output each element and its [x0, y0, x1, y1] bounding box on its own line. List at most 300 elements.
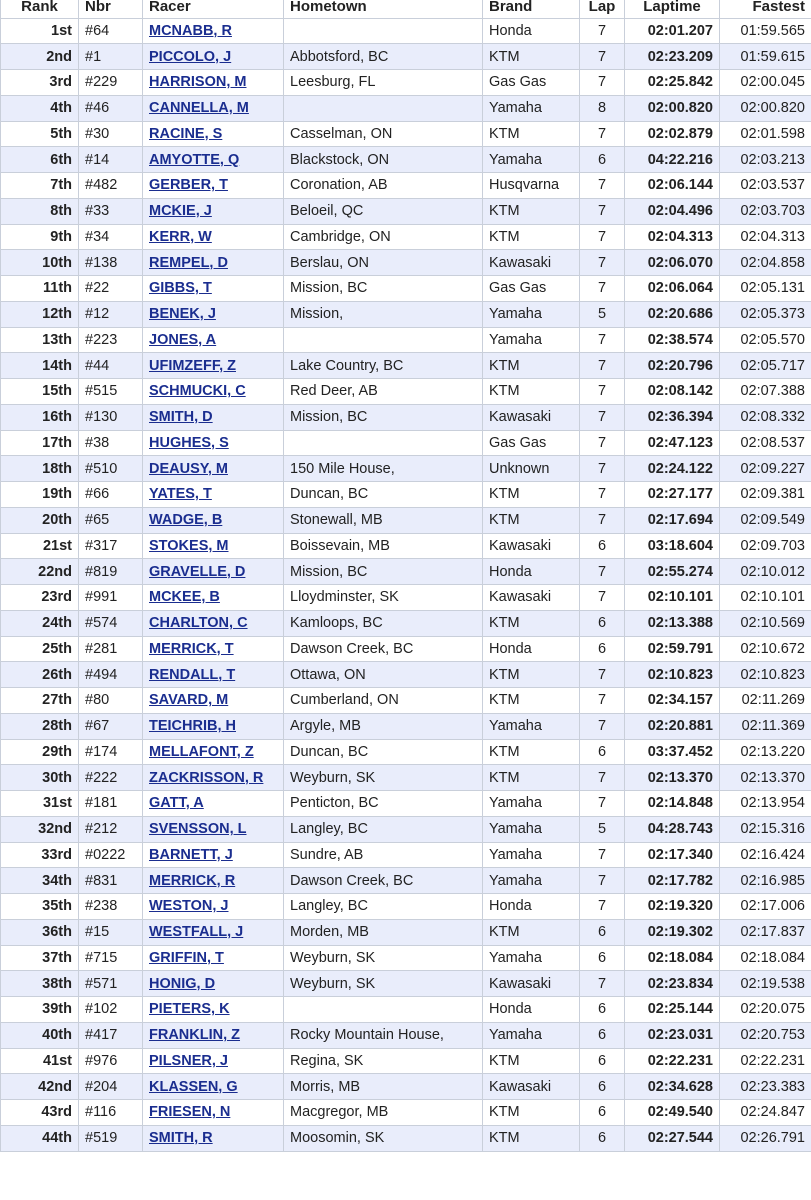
- cell-racer: [143, 1125, 284, 1151]
- cell-hometown: Moosomin, SK: [284, 1125, 483, 1151]
- cell-rank: 1st: [1, 18, 79, 44]
- cell-fastest: 02:10.672: [720, 636, 811, 662]
- cell-hometown: Berslau, ON: [284, 250, 483, 276]
- cell-lap: 7: [580, 662, 625, 688]
- cell-hometown: Langley, BC: [284, 816, 483, 842]
- cell-nbr: #14: [79, 147, 143, 173]
- cell-hometown: Sundre, AB: [284, 842, 483, 868]
- cell-brand: KTM: [483, 482, 580, 508]
- racer-link[interactable]: BENEK, J: [149, 306, 216, 323]
- table-row: [1, 95, 811, 121]
- cell-racer: [143, 198, 284, 224]
- cell-hometown: Blackstock, ON: [284, 147, 483, 173]
- table-row: [1, 559, 811, 585]
- cell-nbr: #281: [79, 636, 143, 662]
- racer-link[interactable]: DEAUSY, M: [149, 460, 228, 477]
- cell-racer: [143, 533, 284, 559]
- cell-laptime: 02:23.209: [625, 44, 720, 70]
- racer-link[interactable]: MERRICK, T: [149, 640, 234, 657]
- cell-nbr: #229: [79, 70, 143, 96]
- racer-link[interactable]: MERRICK, R: [149, 872, 236, 889]
- cell-nbr: #515: [79, 379, 143, 405]
- cell-laptime: 04:22.216: [625, 147, 720, 173]
- table-row: [1, 327, 811, 353]
- cell-nbr: #64: [79, 18, 143, 44]
- cell-hometown: Mission, BC: [284, 404, 483, 430]
- cell-hometown: Beloeil, QC: [284, 198, 483, 224]
- cell-rank: 29th: [1, 739, 79, 765]
- racer-link[interactable]: GRAVELLE, D: [149, 563, 246, 580]
- cell-hometown: Stonewall, MB: [284, 507, 483, 533]
- cell-lap: 5: [580, 816, 625, 842]
- cell-fastest: 02:04.313: [720, 224, 811, 250]
- cell-racer: [143, 379, 284, 405]
- cell-laptime: 02:04.496: [625, 198, 720, 224]
- table-row: [1, 353, 811, 379]
- racer-link[interactable]: GERBER, T: [149, 177, 228, 194]
- racer-link[interactable]: SMITH, D: [149, 409, 213, 426]
- cell-racer: [143, 765, 284, 791]
- cell-nbr: #222: [79, 765, 143, 791]
- cell-laptime: 02:59.791: [625, 636, 720, 662]
- header-racer[interactable]: Racer: [143, 0, 284, 18]
- cell-fastest: 02:05.717: [720, 353, 811, 379]
- cell-laptime: 02:23.834: [625, 971, 720, 997]
- table-row: [1, 1022, 811, 1048]
- cell-brand: KTM: [483, 688, 580, 714]
- header-fastest[interactable]: Fastest: [720, 0, 811, 18]
- header-rank[interactable]: Rank: [1, 0, 79, 18]
- cell-laptime: 03:37.452: [625, 739, 720, 765]
- cell-laptime: 02:38.574: [625, 327, 720, 353]
- cell-rank: 40th: [1, 1022, 79, 1048]
- cell-rank: 5th: [1, 121, 79, 147]
- cell-hometown: Mission, BC: [284, 559, 483, 585]
- cell-nbr: #34: [79, 224, 143, 250]
- cell-racer: [143, 1100, 284, 1126]
- cell-lap: 7: [580, 379, 625, 405]
- cell-brand: Kawasaki: [483, 250, 580, 276]
- cell-laptime: 02:27.177: [625, 482, 720, 508]
- header-lap[interactable]: Lap: [580, 0, 625, 18]
- cell-brand: Kawasaki: [483, 1074, 580, 1100]
- cell-lap: 7: [580, 250, 625, 276]
- table-row: [1, 147, 811, 173]
- cell-rank: 26th: [1, 662, 79, 688]
- racer-link[interactable]: MCNABB, R: [149, 22, 232, 39]
- cell-laptime: 02:25.144: [625, 997, 720, 1023]
- racer-link[interactable]: BARNETT, J: [149, 846, 233, 863]
- cell-lap: 7: [580, 353, 625, 379]
- cell-nbr: #571: [79, 971, 143, 997]
- racer-link[interactable]: HARRISON, M: [149, 74, 247, 91]
- racer-link[interactable]: RENDALL, T: [149, 666, 236, 683]
- cell-fastest: 02:03.703: [720, 198, 811, 224]
- header-hometown[interactable]: Hometown: [284, 0, 483, 18]
- cell-nbr: #44: [79, 353, 143, 379]
- cell-rank: 13th: [1, 327, 79, 353]
- cell-lap: 7: [580, 456, 625, 482]
- cell-laptime: 02:24.122: [625, 456, 720, 482]
- cell-fastest: 02:26.791: [720, 1125, 811, 1151]
- cell-fastest: 02:03.537: [720, 173, 811, 199]
- cell-racer: [143, 559, 284, 585]
- cell-nbr: #65: [79, 507, 143, 533]
- racer-link[interactable]: GATT, A: [149, 795, 204, 812]
- table-row: [1, 636, 811, 662]
- cell-laptime: 02:25.842: [625, 70, 720, 96]
- cell-lap: 6: [580, 1100, 625, 1126]
- racer-link[interactable]: SMITH, R: [149, 1130, 213, 1147]
- cell-fastest: 02:08.332: [720, 404, 811, 430]
- racer-link[interactable]: PICCOLO, J: [149, 48, 232, 65]
- cell-nbr: #238: [79, 894, 143, 920]
- table-row: [1, 1100, 811, 1126]
- cell-fastest: 02:15.316: [720, 816, 811, 842]
- cell-racer: [143, 327, 284, 353]
- cell-rank: 3rd: [1, 70, 79, 96]
- cell-fastest: 01:59.565: [720, 18, 811, 44]
- cell-rank: 23rd: [1, 585, 79, 611]
- cell-nbr: #574: [79, 610, 143, 636]
- cell-laptime: 02:27.544: [625, 1125, 720, 1151]
- cell-brand: Honda: [483, 894, 580, 920]
- cell-rank: 38th: [1, 971, 79, 997]
- cell-racer: [143, 842, 284, 868]
- cell-rank: 34th: [1, 868, 79, 894]
- racer-link[interactable]: HUGHES, S: [149, 434, 229, 451]
- cell-rank: 17th: [1, 430, 79, 456]
- cell-nbr: #138: [79, 250, 143, 276]
- cell-racer: [143, 610, 284, 636]
- cell-nbr: #976: [79, 1048, 143, 1074]
- cell-nbr: #33: [79, 198, 143, 224]
- cell-hometown: Duncan, BC: [284, 482, 483, 508]
- cell-lap: 6: [580, 147, 625, 173]
- cell-brand: KTM: [483, 507, 580, 533]
- cell-racer: [143, 791, 284, 817]
- cell-hometown: Weyburn, SK: [284, 765, 483, 791]
- cell-laptime: 02:00.820: [625, 95, 720, 121]
- cell-rank: 30th: [1, 765, 79, 791]
- racer-link[interactable]: TEICHRIB, H: [149, 718, 236, 735]
- header-row: [1, 0, 811, 18]
- cell-rank: 7th: [1, 173, 79, 199]
- racer-link[interactable]: WESTFALL, J: [149, 924, 244, 941]
- cell-brand: Yamaha: [483, 842, 580, 868]
- cell-racer: [143, 894, 284, 920]
- header-nbr[interactable]: Nbr: [79, 0, 143, 18]
- cell-nbr: #1: [79, 44, 143, 70]
- cell-nbr: #223: [79, 327, 143, 353]
- cell-nbr: #715: [79, 945, 143, 971]
- cell-rank: 43rd: [1, 1100, 79, 1126]
- table-row: [1, 585, 811, 611]
- cell-lap: 7: [580, 791, 625, 817]
- table-row: [1, 1074, 811, 1100]
- cell-hometown: Penticton, BC: [284, 791, 483, 817]
- racer-link[interactable]: WESTON, J: [149, 898, 229, 915]
- cell-rank: 41st: [1, 1048, 79, 1074]
- cell-rank: 42nd: [1, 1074, 79, 1100]
- cell-nbr: #38: [79, 430, 143, 456]
- table-row: [1, 842, 811, 868]
- cell-nbr: #482: [79, 173, 143, 199]
- table-row: [1, 662, 811, 688]
- cell-brand: Yamaha: [483, 945, 580, 971]
- racer-link[interactable]: SAVARD, M: [149, 692, 229, 709]
- results-body: [1, 18, 811, 1151]
- racer-link[interactable]: MELLAFONT, Z: [149, 743, 254, 760]
- cell-rank: 12th: [1, 301, 79, 327]
- cell-fastest: 02:13.220: [720, 739, 811, 765]
- cell-lap: 8: [580, 95, 625, 121]
- cell-rank: 10th: [1, 250, 79, 276]
- cell-brand: KTM: [483, 919, 580, 945]
- racer-link[interactable]: REMPEL, D: [149, 254, 228, 271]
- racer-link[interactable]: PIETERS, K: [149, 1001, 230, 1018]
- racer-link[interactable]: JONES, A: [149, 331, 217, 348]
- racer-link[interactable]: CHARLTON, C: [149, 615, 248, 632]
- cell-laptime: 02:55.274: [625, 559, 720, 585]
- cell-lap: 7: [580, 559, 625, 585]
- cell-brand: KTM: [483, 121, 580, 147]
- cell-laptime: 02:10.101: [625, 585, 720, 611]
- cell-rank: 24th: [1, 610, 79, 636]
- cell-lap: 7: [580, 404, 625, 430]
- table-row: [1, 610, 811, 636]
- cell-racer: [143, 18, 284, 44]
- cell-laptime: 02:20.686: [625, 301, 720, 327]
- header-brand[interactable]: Brand: [483, 0, 580, 18]
- cell-hometown: Mission, BC: [284, 276, 483, 302]
- cell-nbr: #0222: [79, 842, 143, 868]
- cell-nbr: #116: [79, 1100, 143, 1126]
- cell-nbr: #30: [79, 121, 143, 147]
- racer-link[interactable]: ZACKRISSON, R: [149, 769, 264, 786]
- cell-nbr: #991: [79, 585, 143, 611]
- cell-brand: Yamaha: [483, 868, 580, 894]
- cell-nbr: #12: [79, 301, 143, 327]
- cell-racer: [143, 919, 284, 945]
- cell-hometown: Langley, BC: [284, 894, 483, 920]
- cell-racer: [143, 430, 284, 456]
- racer-link[interactable]: YATES, T: [149, 486, 212, 503]
- racer-link[interactable]: SVENSSON, L: [149, 821, 247, 838]
- cell-hometown: Lake Country, BC: [284, 353, 483, 379]
- racer-link[interactable]: KLASSEN, G: [149, 1078, 238, 1095]
- cell-hometown: Rocky Mountain House,: [284, 1022, 483, 1048]
- racer-link[interactable]: WADGE, B: [149, 512, 223, 529]
- cell-hometown: Red Deer, AB: [284, 379, 483, 405]
- cell-lap: 7: [580, 507, 625, 533]
- table-row: [1, 379, 811, 405]
- cell-racer: [143, 224, 284, 250]
- cell-racer: [143, 147, 284, 173]
- cell-hometown: Dawson Creek, BC: [284, 868, 483, 894]
- racer-link[interactable]: STOKES, M: [149, 537, 229, 554]
- cell-lap: 7: [580, 173, 625, 199]
- cell-nbr: #46: [79, 95, 143, 121]
- racer-link[interactable]: GIBBS, T: [149, 280, 212, 297]
- cell-brand: Kawasaki: [483, 533, 580, 559]
- cell-fastest: 02:10.012: [720, 559, 811, 585]
- racer-link[interactable]: MCKIE, J: [149, 203, 212, 220]
- cell-lap: 7: [580, 585, 625, 611]
- cell-brand: KTM: [483, 1100, 580, 1126]
- cell-fastest: 02:09.381: [720, 482, 811, 508]
- cell-brand: Honda: [483, 997, 580, 1023]
- cell-racer: [143, 739, 284, 765]
- table-row: [1, 276, 811, 302]
- cell-laptime: 02:17.782: [625, 868, 720, 894]
- cell-hometown: Duncan, BC: [284, 739, 483, 765]
- cell-racer: [143, 301, 284, 327]
- cell-laptime: 04:28.743: [625, 816, 720, 842]
- cell-hometown: Abbotsford, BC: [284, 44, 483, 70]
- racer-link[interactable]: CANNELLA, M: [149, 100, 249, 117]
- cell-hometown: Argyle, MB: [284, 713, 483, 739]
- cell-fastest: 02:17.006: [720, 894, 811, 920]
- cell-racer: [143, 250, 284, 276]
- racer-link[interactable]: PILSNER, J: [149, 1052, 228, 1069]
- cell-nbr: #819: [79, 559, 143, 585]
- cell-nbr: #22: [79, 276, 143, 302]
- table-row: [1, 430, 811, 456]
- racer-link[interactable]: UFIMZEFF, Z: [149, 357, 236, 374]
- cell-hometown: Morden, MB: [284, 919, 483, 945]
- table-row: [1, 971, 811, 997]
- cell-lap: 6: [580, 636, 625, 662]
- cell-brand: KTM: [483, 662, 580, 688]
- cell-laptime: 02:34.628: [625, 1074, 720, 1100]
- cell-hometown: [284, 327, 483, 353]
- table-row: [1, 894, 811, 920]
- cell-racer: [143, 44, 284, 70]
- racer-link[interactable]: RACINE, S: [149, 125, 223, 142]
- cell-fastest: 02:00.820: [720, 95, 811, 121]
- cell-fastest: 02:09.703: [720, 533, 811, 559]
- cell-fastest: 02:22.231: [720, 1048, 811, 1074]
- cell-laptime: 02:08.142: [625, 379, 720, 405]
- cell-nbr: #15: [79, 919, 143, 945]
- cell-brand: Yamaha: [483, 791, 580, 817]
- cell-brand: KTM: [483, 353, 580, 379]
- cell-brand: Unknown: [483, 456, 580, 482]
- racer-link[interactable]: GRIFFIN, T: [149, 949, 224, 966]
- cell-lap: 7: [580, 44, 625, 70]
- cell-rank: 18th: [1, 456, 79, 482]
- cell-racer: [143, 507, 284, 533]
- cell-racer: [143, 816, 284, 842]
- cell-hometown: Cumberland, ON: [284, 688, 483, 714]
- racer-link[interactable]: AMYOTTE, Q: [149, 151, 240, 168]
- cell-hometown: Cambridge, ON: [284, 224, 483, 250]
- cell-rank: 16th: [1, 404, 79, 430]
- cell-racer: [143, 636, 284, 662]
- cell-rank: 32nd: [1, 816, 79, 842]
- cell-rank: 20th: [1, 507, 79, 533]
- cell-laptime: 02:22.231: [625, 1048, 720, 1074]
- cell-racer: [143, 713, 284, 739]
- table-row: [1, 1048, 811, 1074]
- cell-nbr: #510: [79, 456, 143, 482]
- cell-brand: Gas Gas: [483, 430, 580, 456]
- cell-nbr: #130: [79, 404, 143, 430]
- racer-link[interactable]: MCKEE, B: [149, 589, 220, 606]
- cell-lap: 6: [580, 1125, 625, 1151]
- cell-hometown: [284, 430, 483, 456]
- cell-laptime: 02:06.064: [625, 276, 720, 302]
- header-laptime[interactable]: Laptime: [625, 0, 720, 18]
- cell-rank: 8th: [1, 198, 79, 224]
- cell-lap: 7: [580, 430, 625, 456]
- cell-hometown: [284, 997, 483, 1023]
- cell-laptime: 02:01.207: [625, 18, 720, 44]
- table-row: [1, 198, 811, 224]
- cell-brand: KTM: [483, 739, 580, 765]
- cell-brand: Honda: [483, 18, 580, 44]
- cell-brand: KTM: [483, 1048, 580, 1074]
- cell-lap: 7: [580, 70, 625, 96]
- table-row: [1, 224, 811, 250]
- table-row: [1, 404, 811, 430]
- table-row: [1, 250, 811, 276]
- cell-nbr: #66: [79, 482, 143, 508]
- cell-nbr: #204: [79, 1074, 143, 1100]
- cell-racer: [143, 971, 284, 997]
- cell-fastest: 02:09.227: [720, 456, 811, 482]
- cell-racer: [143, 70, 284, 96]
- cell-laptime: 02:47.123: [625, 430, 720, 456]
- cell-fastest: 02:10.569: [720, 610, 811, 636]
- cell-nbr: #831: [79, 868, 143, 894]
- racer-link[interactable]: FRIESEN, N: [149, 1104, 231, 1121]
- cell-fastest: 02:03.213: [720, 147, 811, 173]
- cell-lap: 6: [580, 1074, 625, 1100]
- cell-hometown: Coronation, AB: [284, 173, 483, 199]
- cell-lap: 7: [580, 842, 625, 868]
- cell-nbr: #417: [79, 1022, 143, 1048]
- racer-link[interactable]: HONIG, D: [149, 975, 216, 992]
- cell-fastest: 02:24.847: [720, 1100, 811, 1126]
- cell-racer: [143, 945, 284, 971]
- cell-racer: [143, 456, 284, 482]
- racer-link[interactable]: SCHMUCKI, C: [149, 383, 246, 400]
- cell-nbr: #519: [79, 1125, 143, 1151]
- cell-lap: 7: [580, 327, 625, 353]
- table-row: [1, 816, 811, 842]
- cell-laptime: 02:17.340: [625, 842, 720, 868]
- cell-racer: [143, 585, 284, 611]
- cell-lap: 7: [580, 765, 625, 791]
- cell-hometown: Weyburn, SK: [284, 971, 483, 997]
- cell-lap: 7: [580, 971, 625, 997]
- cell-lap: 7: [580, 713, 625, 739]
- table-row: [1, 44, 811, 70]
- cell-fastest: 02:20.075: [720, 997, 811, 1023]
- table-row: [1, 18, 811, 44]
- cell-brand: KTM: [483, 224, 580, 250]
- racer-link[interactable]: FRANKLIN, Z: [149, 1027, 241, 1044]
- table-row: [1, 456, 811, 482]
- table-row: [1, 919, 811, 945]
- cell-laptime: 02:13.388: [625, 610, 720, 636]
- cell-rank: 28th: [1, 713, 79, 739]
- cell-fastest: 02:10.101: [720, 585, 811, 611]
- cell-brand: KTM: [483, 765, 580, 791]
- racer-link[interactable]: KERR, W: [149, 228, 212, 245]
